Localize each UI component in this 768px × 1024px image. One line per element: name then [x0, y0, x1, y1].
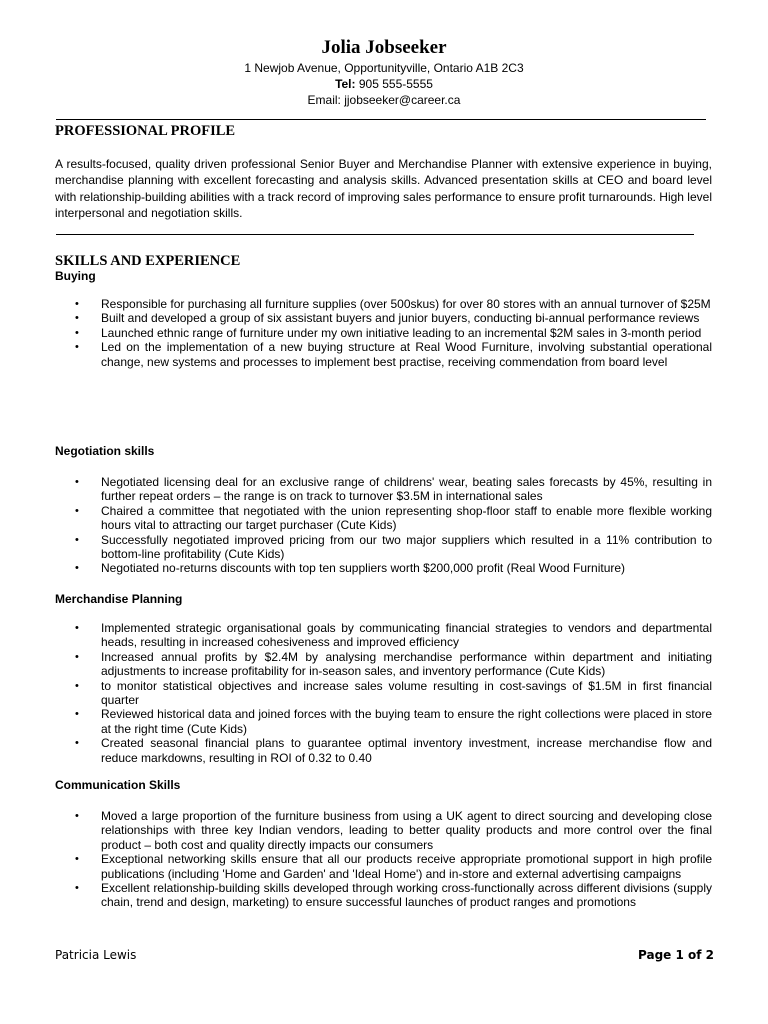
bullet-item: [55, 621, 712, 650]
bullet-text: Negotiated no-returns discounts with top ten suppliers worth $200,000 profit (Real Wood Furniture): [101, 561, 626, 576]
profile-title: PROFESSIONAL PROFILE: [55, 123, 236, 139]
bullet-icon: •: [75, 504, 79, 517]
bullet-icon: •: [75, 679, 79, 692]
bullet-text: Responsible for purchasing all furniture supplies (over 500skus) for over 80 stores with an annual turnover of $25M: [101, 297, 711, 311]
bullet-text: Successfully negotiated improved pricing from our two major suppliers which resulted in a 11% contribution to bottom-line profitability (Cute Kids): [101, 532, 712, 562]
bullet-item: [55, 852, 712, 881]
bullet-text: Led on the implementation of a new buying structure at Real Wood Furniture, involving substantial operational change, new systems and processes to implement best practise, receiving commendation from board level: [101, 340, 712, 369]
bullet-icon: •: [75, 476, 79, 488]
bullet-item: [55, 475, 712, 504]
negotiation-heading: Negotiation skills: [55, 444, 155, 458]
bullet-text: Exceptional networking skills ensure that all our products receive appropriate promotional support in high profile publications (including 'Home and Garden' and 'Ideal Home') and in-store and external advertising campaigns: [101, 852, 712, 881]
bullet-item: [55, 561, 712, 575]
bullet-text: Increased annual profits by $2.4M by analysing merchandise performance within department and initiating adjustments to increase profitability for in-season sales, and inventory performance (Cute Kids): [101, 649, 712, 679]
negotiation-list: [55, 475, 712, 576]
email-line: Email: jjobseeker@career.ca: [307, 93, 461, 107]
bullet-item: [55, 504, 712, 533]
tel-value: 905 555-5555: [358, 77, 433, 91]
bullet-text: Built and developed a group of six assistant buyers and junior buyers, conducting bi-annual performance reviews: [101, 311, 700, 326]
bullet-icon: •: [75, 882, 79, 895]
tel-label: Tel:: [335, 77, 356, 91]
bullet-icon: •: [75, 650, 79, 663]
bullet-icon: •: [75, 562, 79, 575]
bullet-item: [55, 311, 712, 325]
bullet-item: [55, 650, 712, 679]
communication-heading: Communication Skills: [55, 778, 181, 792]
bullet-icon: •: [75, 622, 79, 634]
bullet-text: to monitor statistical objectives and increase sales volume resulting in cost-savings of $1.5M in first financial quarter: [101, 678, 712, 708]
bullet-icon: •: [75, 708, 79, 721]
profile-divider: [56, 234, 694, 235]
profile-text: A results-focused, quality driven professional Senior Buyer and Merchandise Planner with extensive experience in buying, merchandise planning with excellent forecasting and analysis skills. Advanced presentation skills at CEO and board level with relationship-building abilities with a track record of improving sales performance to ensure profit turnarounds. High level interpersonal and negotiation skills.: [55, 157, 712, 221]
bullet-icon: •: [75, 326, 79, 339]
buying-heading: Buying: [55, 269, 96, 283]
bullet-text: Moved a large proportion of the furniture business from using a UK agent to direct sourcing and developing close relationships with three key Indian vendors, leading to better quality products and more control over the final product – both cost and quality directly impacts our consumers: [101, 809, 712, 852]
bullet-item: [55, 679, 712, 708]
merchandise-list: [55, 621, 712, 765]
bullet-item: [55, 736, 712, 765]
bullet-text: Implemented strategic organisational goals by communicating financial strategies to vendors and departmental heads, resulting in increased cohesiveness and improved efficiency: [101, 621, 712, 650]
bullet-icon: •: [75, 853, 79, 866]
buying-list: [55, 297, 712, 369]
bullet-item: [55, 707, 712, 736]
bullet-item: [55, 326, 712, 340]
bullet-icon: •: [75, 298, 79, 310]
bullet-item: [55, 881, 712, 910]
bullet-item: [55, 533, 712, 562]
merchandise-heading: Merchandise Planning: [55, 592, 183, 606]
bullet-icon: •: [75, 533, 79, 546]
bullet-text: Excellent relationship-building skills developed through working cross-functionally across different divisions (supply chain, trend and design, marketing) to ensure successful launches of product ranges and promotions: [101, 881, 712, 910]
bullet-text: Negotiated licensing deal for an exclusive range of childrens' wear, beating sales forecasts by 45%, resulting in further repeat orders – the range is on track to turnover $3.5M in international sales: [101, 475, 712, 504]
communication-list: [55, 809, 712, 910]
bullet-icon: •: [75, 810, 79, 822]
footer-author: Patricia Lewis: [55, 948, 137, 962]
footer-page-number: Page 1 of 2: [638, 948, 714, 962]
bullet-item: [55, 340, 712, 369]
phone-line: [0, 76, 768, 92]
bullet-item: [55, 809, 712, 852]
resume-header: [0, 36, 768, 108]
bullet-icon: •: [75, 312, 79, 325]
bullet-icon: •: [75, 737, 79, 750]
candidate-name: Jolia Jobseeker: [321, 37, 447, 58]
bullet-text: Launched ethnic range of furniture under my own initiative leading to an incremental $2M sales in 3-month period: [101, 325, 702, 340]
bullet-text: Created seasonal financial plans to guarantee optimal inventory investment, increase merchandise flow and reduce markdowns, resulting in ROI of 0.32 to 0.40: [101, 736, 712, 765]
skills-title: SKILLS AND EXPERIENCE: [55, 253, 241, 269]
address-line: 1 Newjob Avenue, Opportunityville, Ontario A1B 2C3: [244, 61, 524, 75]
bullet-text: Chaired a committee that negotiated with the union representing shop-floor staff to enable more flexible working hours vital to attracting our target purchaser (Cute Kids): [101, 503, 712, 533]
bullet-item: [55, 297, 712, 311]
header-divider: [56, 119, 706, 120]
bullet-icon: •: [75, 341, 79, 354]
bullet-text: Reviewed historical data and joined forces with the buying team to ensure the right collections were placed in store at the right time (Cute Kids): [101, 707, 712, 736]
